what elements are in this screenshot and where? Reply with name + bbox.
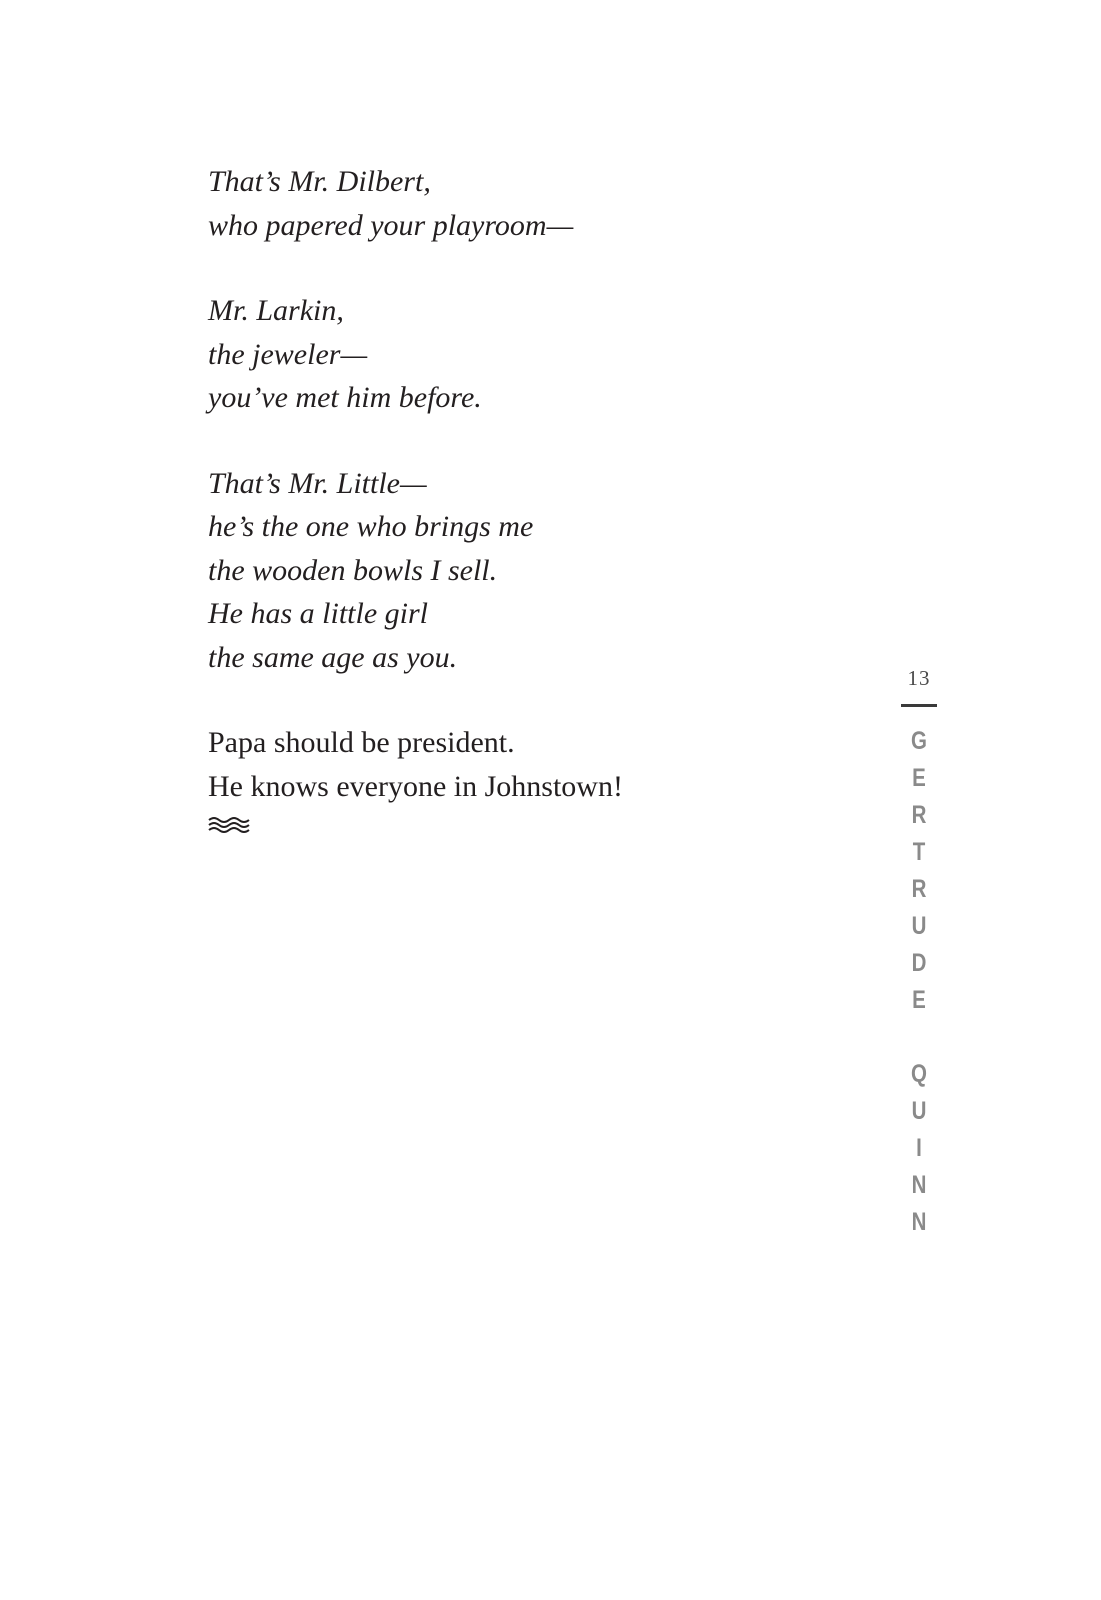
- stanza-4: [208, 721, 768, 808]
- stanza-2: [208, 289, 768, 420]
- poem-line: he’s the one who brings me: [208, 510, 534, 543]
- poem-line: the jeweler—: [208, 337, 368, 371]
- stanza-1: [208, 160, 768, 247]
- author-name-letter: I: [916, 1134, 922, 1162]
- author-name-letter: R: [911, 875, 927, 903]
- poem-line: That’s Mr. Little—: [208, 466, 427, 500]
- author-name-letter: D: [911, 949, 927, 977]
- author-name-letter: R: [911, 801, 927, 829]
- author-name-letter: U: [911, 1097, 927, 1125]
- poem-line: you’ve met him before.: [208, 381, 482, 414]
- author-name-letter: G: [911, 727, 927, 755]
- poem-body: [208, 160, 768, 834]
- wave-ornament-icon: [208, 816, 250, 834]
- author-name-letter: E: [912, 986, 926, 1014]
- stanza-3: [208, 462, 768, 680]
- author-name-letter: Q: [911, 1060, 927, 1088]
- poem-line: He knows everyone in Johnstown!: [208, 769, 623, 803]
- divider: [901, 704, 937, 707]
- poem-line: who papered your playroom—: [208, 208, 574, 242]
- poem-line: the wooden bowls I sell.: [208, 553, 498, 587]
- author-name-letter: N: [911, 1208, 927, 1236]
- poem-line: Mr. Larkin,: [208, 294, 344, 327]
- author-name-letter: E: [912, 764, 926, 792]
- poem-line: the same age as you.: [208, 640, 458, 674]
- author-name: [898, 723, 940, 1241]
- page-number: 13: [907, 666, 931, 690]
- author-name-space: [902, 1019, 936, 1056]
- author-name-letter: N: [911, 1171, 927, 1199]
- poem-line: He has a little girl: [208, 597, 428, 630]
- running-foot: [898, 666, 940, 1241]
- poem-line: That’s Mr. Dilbert,: [208, 165, 431, 198]
- author-name-letter: U: [911, 912, 927, 940]
- author-name-letter: T: [912, 838, 926, 866]
- poem-line: Papa should be president.: [208, 726, 515, 759]
